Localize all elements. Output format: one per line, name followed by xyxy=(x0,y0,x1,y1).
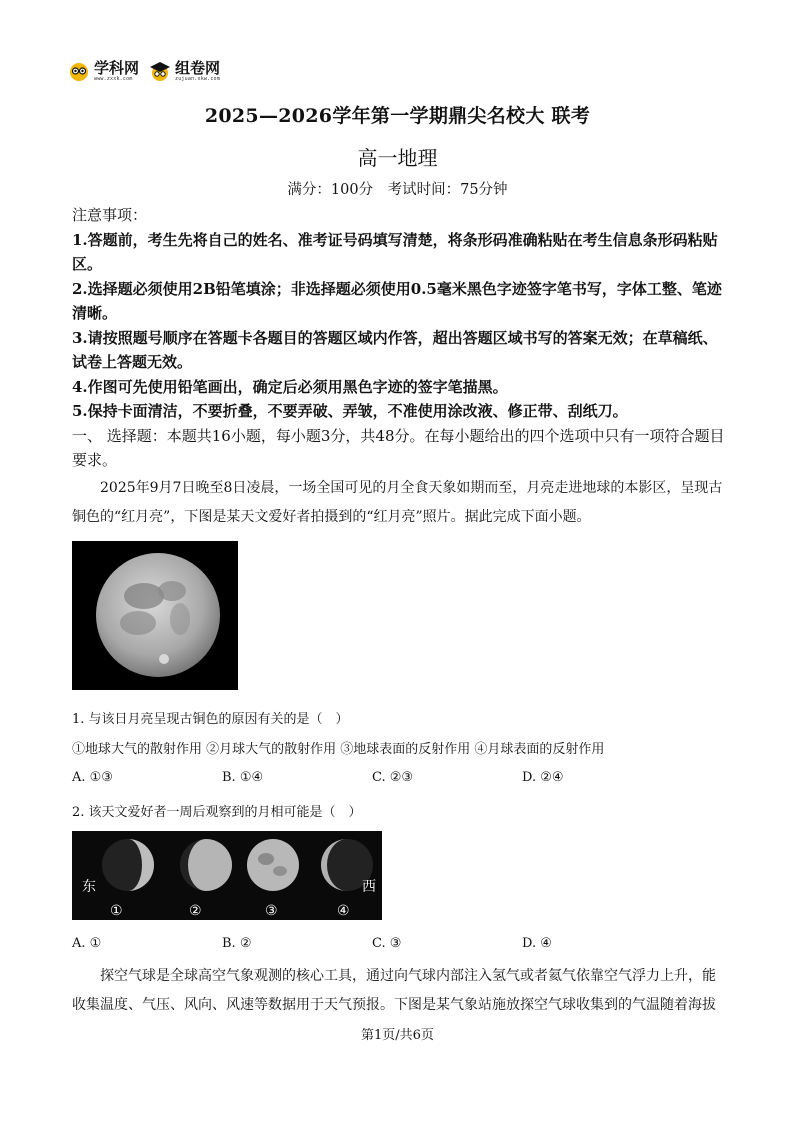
option-c[interactable]: C. ③ xyxy=(372,936,402,951)
owl-logo-icon xyxy=(68,60,90,82)
passage-lunar-eclipse xyxy=(72,474,727,532)
logo1-text: 学科网 xyxy=(94,59,140,77)
notes-section xyxy=(72,203,727,473)
note-item: 2.选择题必须使用2B铅笔填涂；非选择题必须使用0.5毫米黑色字迹签字笔书写，字体工整、笔迹清晰。 xyxy=(72,279,722,322)
passage-balloon xyxy=(72,962,727,1020)
option-d[interactable]: D. ②④ xyxy=(522,770,564,785)
logo2-sub: zujuan.xkw.com xyxy=(175,76,220,82)
east-label: 东 xyxy=(82,879,96,895)
passage-text: 探空气球是全球高空气象观测的核心工具，通过向气球内部注入氢气或者氦气依靠空气浮力上升，能收集温度、气压、风向、风速等数据用于天气预报。下图是某气象站施放探空气球收集到的气温随着海拔 xyxy=(72,968,716,1013)
note-item: 3.请按照题号顺序在答题卡各题目的答题区域内作答，超出答题区域书写的答案无效；在草稿纸、试卷上答题无效。 xyxy=(72,328,718,371)
phase-label-2: ② xyxy=(189,903,202,919)
question-1-stem: 1. 与该日月亮呈现古铜色的原因有关的是（ ） xyxy=(72,712,349,727)
exam-meta: 满分：100分 考试时间：75分钟 xyxy=(287,182,508,198)
graduate-cap-logo-icon xyxy=(149,60,171,82)
option-d[interactable]: D. ④ xyxy=(522,936,552,951)
note-item: 5.保持卡面清洁，不要折叠，不要弄破、弄皱，不准使用涂改液、修正带、刮纸刀。 xyxy=(72,402,628,420)
logo2-text: 组卷网 xyxy=(175,59,221,77)
exam-title: 2025—2026学年第一学期鼎尖名校大 联考 xyxy=(204,105,591,127)
exam-subject: 高一地理 xyxy=(357,146,438,170)
phase-label-3: ③ xyxy=(265,903,278,919)
option-a[interactable]: A. ① xyxy=(72,936,102,951)
red-moon-photo xyxy=(72,541,238,690)
question-2-options xyxy=(72,936,672,951)
phase-label-1: ① xyxy=(110,903,123,919)
section-heading: 一、 选择题：本题共16小题，每小题3分，共48分。在每小题给出的四个选项中只有一项符合题目要求。 xyxy=(72,426,725,469)
option-c[interactable]: C. ②③ xyxy=(372,770,414,785)
passage-text: 2025年9月7日晚至8日凌晨，一场全国可见的月全食天象如期而至，月亮走进地球的本影区，呈现古铜色的“红月亮”，下图是某天文爱好者拍摄到的“红月亮”照片。据此完成下面小题。 xyxy=(72,480,723,525)
moon-phases-figure xyxy=(72,831,382,920)
question-1-choices: ①地球大气的散射作用 ②月球大气的散射作用 ③地球表面的反射作用 ④月球表面的反射作用 xyxy=(72,742,605,757)
option-b[interactable]: B. ② xyxy=(222,936,252,951)
xuekewang-logo xyxy=(68,60,139,82)
note-item: 4.作图可先使用铅笔画出，确定后必须用黑色字迹的签字笔描黑。 xyxy=(72,377,508,396)
question-2-stem: 2. 该天文爱好者一周后观察到的月相可能是（ ） xyxy=(72,805,362,820)
moon-phase-2 xyxy=(180,839,232,891)
header-logos xyxy=(68,60,220,82)
notes-heading: 注意事项： xyxy=(72,206,148,224)
moon-phase-3 xyxy=(247,839,299,891)
option-a[interactable]: A. ①③ xyxy=(72,770,113,785)
page-footer: 第1页/共6页 xyxy=(361,1028,434,1043)
moon-phase-1 xyxy=(102,839,154,891)
logo1-sub: www.zxxk.com xyxy=(94,76,133,82)
option-b[interactable]: B. ①④ xyxy=(222,770,264,785)
west-label: 西 xyxy=(362,879,376,895)
note-item: 1.答题前，考生先将自己的姓名、准考证号码填写清楚，将条形码准确粘贴在考生信息条形码粘贴区。 xyxy=(72,230,718,273)
phase-label-4: ④ xyxy=(337,903,350,919)
question-1-options xyxy=(72,770,672,785)
zujuanwang-logo xyxy=(149,60,220,82)
